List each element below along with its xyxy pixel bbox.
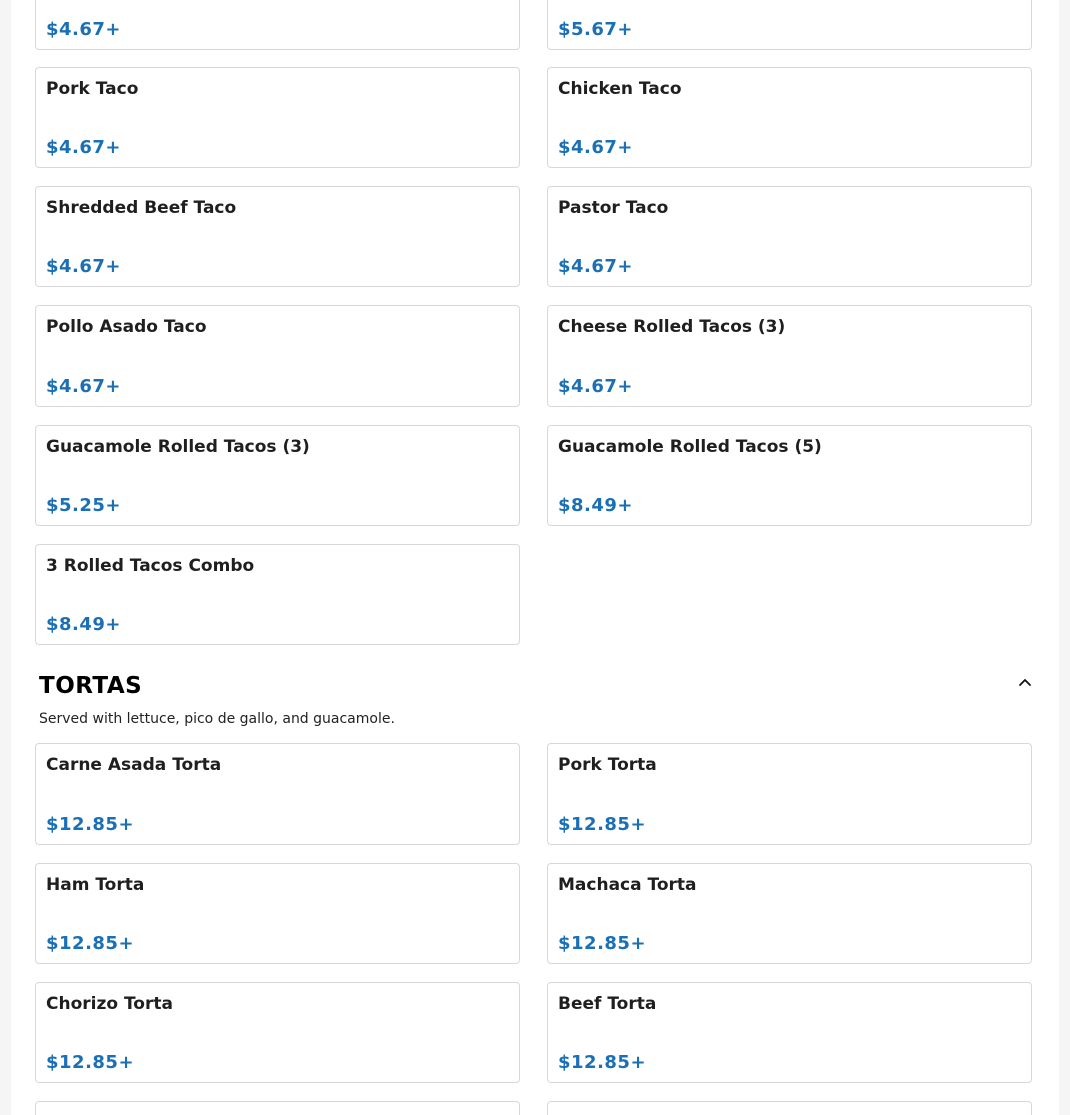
- item-price: $4.67+: [558, 256, 634, 277]
- item-name: Machaca Torta: [558, 875, 697, 895]
- menu-item-card[interactable]: [547, 743, 1032, 845]
- item-name: Pork Torta: [558, 755, 657, 775]
- menu-item-card[interactable]: [35, 0, 520, 50]
- item-name: Pollo Asado Taco: [46, 317, 207, 337]
- item-price: $4.67+: [558, 376, 634, 397]
- menu-item-card[interactable]: [547, 0, 1032, 50]
- menu-item-card[interactable]: [547, 863, 1032, 964]
- menu-item-card[interactable]: [547, 1101, 1032, 1115]
- menu-item-card[interactable]: [35, 743, 520, 845]
- item-name: Guacamole Rolled Tacos (5): [558, 437, 822, 457]
- item-price: $4.67+: [46, 137, 122, 158]
- item-price: $4.67+: [558, 137, 634, 158]
- menu-item-card[interactable]: [547, 305, 1032, 407]
- menu-item-card[interactable]: [35, 67, 520, 168]
- item-name: Shredded Beef Taco: [46, 198, 237, 218]
- item-price: $12.85+: [46, 933, 135, 954]
- item-name: Pastor Taco: [558, 198, 669, 218]
- menu-item-card[interactable]: [35, 863, 520, 964]
- item-name: Ham Torta: [46, 875, 145, 895]
- item-price: $5.67+: [558, 19, 634, 40]
- item-price: $8.49+: [558, 495, 634, 516]
- menu-item-card[interactable]: [547, 425, 1032, 526]
- section-description: Served with lettuce, pico de gallo, and guacamole.: [39, 711, 395, 727]
- item-price: $12.85+: [46, 1052, 135, 1073]
- menu-item-card[interactable]: [547, 186, 1032, 287]
- menu-item-card[interactable]: [547, 67, 1032, 168]
- item-name: Cheese Rolled Tacos (3): [558, 317, 786, 337]
- item-name: 3 Rolled Tacos Combo: [46, 556, 255, 576]
- item-price: $4.67+: [46, 376, 122, 397]
- item-name: Pork Taco: [46, 79, 139, 99]
- item-name: Carne Asada Torta: [46, 755, 222, 775]
- item-price: $5.25+: [46, 495, 122, 516]
- item-price: $12.85+: [558, 933, 647, 954]
- item-price: $12.85+: [558, 1052, 647, 1073]
- item-price: $12.85+: [558, 814, 647, 835]
- chevron-up-icon: [1015, 672, 1035, 692]
- menu-item-card[interactable]: [35, 982, 520, 1083]
- item-price: $4.67+: [46, 19, 122, 40]
- menu-item-card[interactable]: [547, 982, 1032, 1083]
- item-price: $4.67+: [46, 256, 122, 277]
- section-collapse-button[interactable]: [1015, 672, 1035, 692]
- menu-item-card[interactable]: [35, 305, 520, 407]
- menu-item-card[interactable]: [35, 544, 520, 645]
- item-price: $12.85+: [46, 814, 135, 835]
- menu-item-card[interactable]: [35, 425, 520, 526]
- item-price: $8.49+: [46, 614, 122, 635]
- menu-page: [11, 0, 1059, 1115]
- menu-item-card[interactable]: [35, 186, 520, 287]
- item-name: Beef Torta: [558, 994, 657, 1014]
- item-name: Chorizo Torta: [46, 994, 173, 1014]
- item-name: Guacamole Rolled Tacos (3): [46, 437, 310, 457]
- section-title: TORTAS: [39, 673, 143, 699]
- menu-item-card[interactable]: [35, 1101, 520, 1115]
- item-name: Chicken Taco: [558, 79, 682, 99]
